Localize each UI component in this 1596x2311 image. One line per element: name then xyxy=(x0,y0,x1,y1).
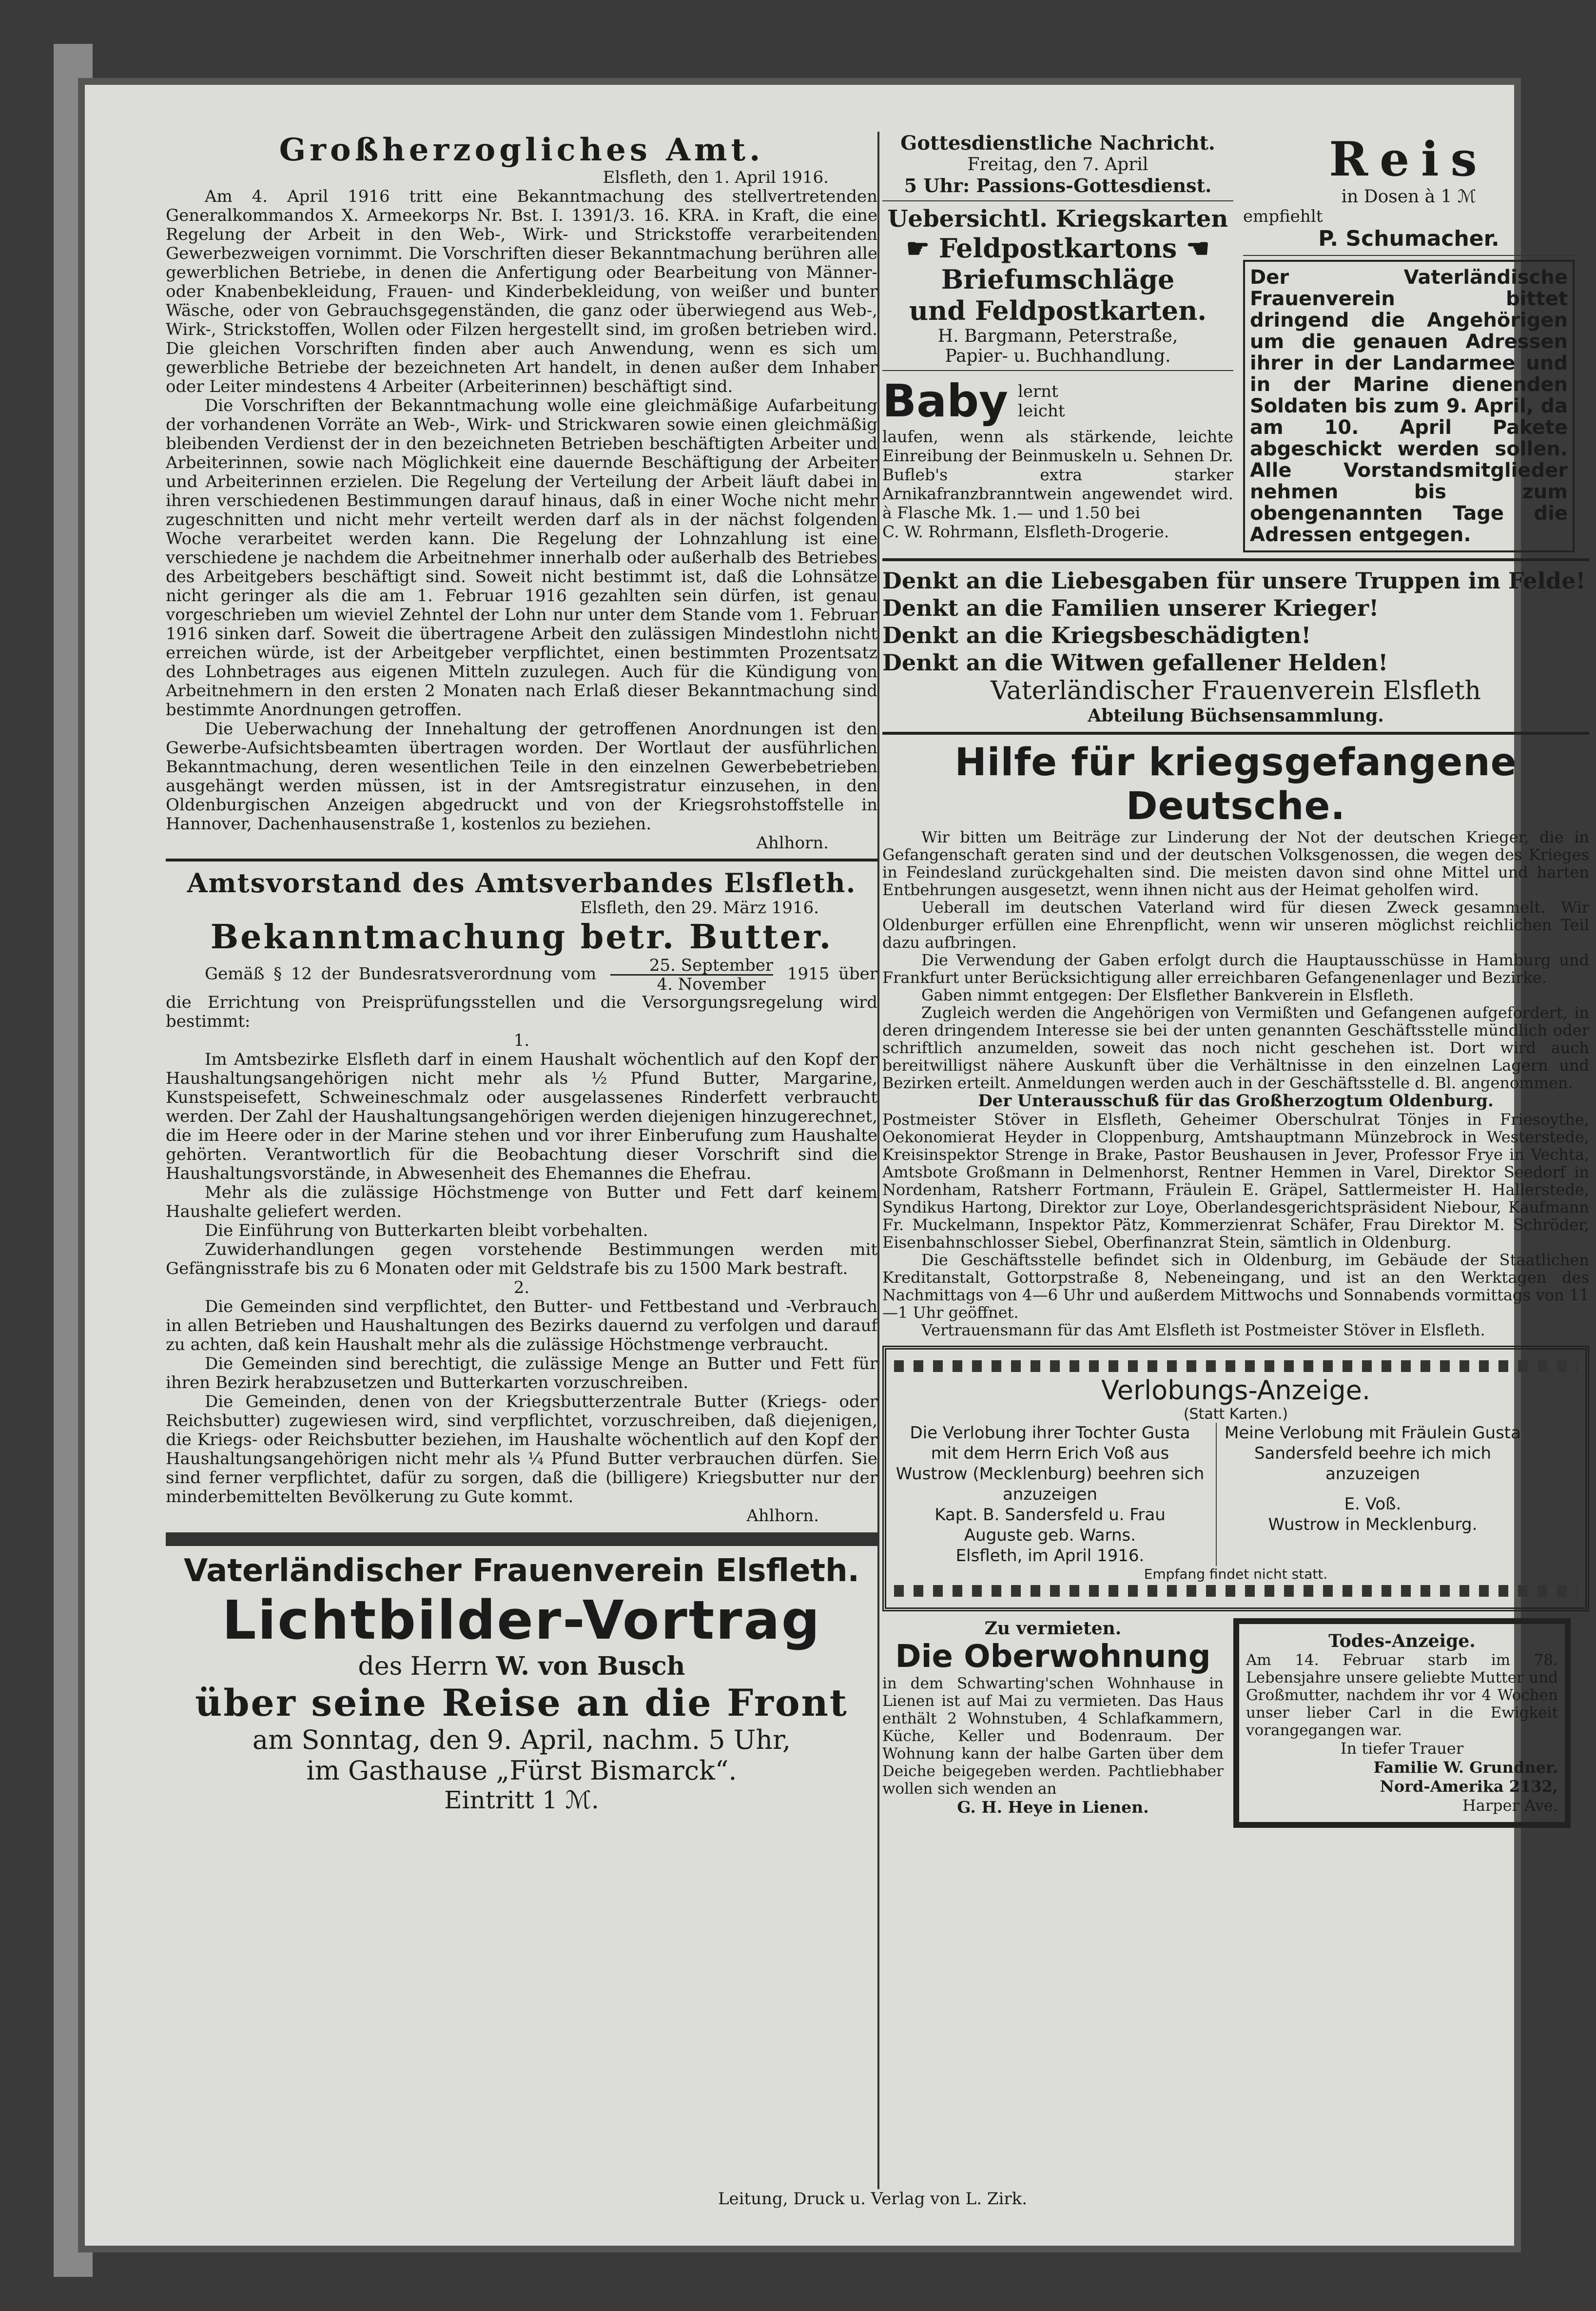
todes-ad xyxy=(1233,1618,1571,1828)
vortrag-speaker-prefix: des Herrn xyxy=(358,1652,488,1681)
hilfe-trustee: Vertrauensmann für das Amt Elsfleth ist Postmeister Stöver in Elsfleth. xyxy=(921,1321,1485,1339)
imprint-footer: Leitung, Druck u. Verlag von L. Zirk. xyxy=(718,2189,1028,2209)
ornament-border xyxy=(894,1585,1577,1597)
kriegskarten-line1: Uebersichtl. Kriegskarten xyxy=(887,205,1228,233)
butter-section-1: 1. xyxy=(513,1031,530,1050)
gottesdienst-title: Gottesdienstliche Nachricht. xyxy=(900,132,1215,155)
amt-para-3: Die Ueberwachung der Innehaltung der getroffenen Anordnungen ist den Gewerbe-Aufsichtsbeamten übertragen worden. Der Wortlaut der ausführlichen Bekanntmachung, deren wesentlichen Teile in den einzelnen Gewerbebetrieben ausgehängt werden müssen, ist in der Amtsregistratur einzusehen, in den Oldenburgischen Anzeigen abgedruckt und von der Kriegsrohstoffstelle in Hannover, Dachenhausenstraße 1, kostenlos zu beziehen. xyxy=(166,719,877,834)
divider xyxy=(882,370,1233,371)
hilfe-para-4: Gaben nimmt entgegen: Der Elsflether Bankverein in Elsfleth. xyxy=(921,986,1414,1004)
butter-dateline: Elsfleth, den 29. März 1916. xyxy=(580,898,819,918)
reis-ad xyxy=(1243,132,1575,251)
baby-aside-1: lernt xyxy=(1018,381,1058,401)
denkt-line-2: Denkt an die Familien unserer Krieger! xyxy=(882,595,1379,621)
amt-dateline: Elsfleth, den 1. April 1916. xyxy=(603,168,829,187)
baby-merchant: C. W. Rohrmann, Elsfleth-Drogerie. xyxy=(882,522,1169,541)
butter-header: Amtsvorstand des Amtsverbandes Elsfleth. xyxy=(187,867,856,899)
kriegskarten-line2: ☛ Feldpostkartons ☚ xyxy=(906,233,1210,264)
denkt-org: Vaterländischer Frauenverein Elsfleth xyxy=(990,676,1481,705)
todes-street: Harper Ave. xyxy=(1462,1796,1558,1815)
baby-title: Baby xyxy=(882,375,1009,427)
kriegskarten-line2-text: Feldpostkartons xyxy=(938,233,1177,264)
verlobung-ad xyxy=(882,1346,1589,1611)
verlobung-columns xyxy=(894,1423,1577,1566)
butter-title: Bekanntmachung betr. Butter. xyxy=(210,918,833,957)
hilfe-ad xyxy=(882,741,1589,1339)
vortrag-ad xyxy=(166,1553,877,1814)
gottesdienst-date: Freitag, den 7. April xyxy=(967,155,1148,175)
top-right-ads xyxy=(1243,132,1575,552)
kriegskarten-line4: und Feldpostkarten. xyxy=(909,295,1207,326)
butter-s1-para-2: Mehr als die zulässige Höchstmenge von Butter und Fett darf keinem Haushalte geliefert werden. xyxy=(166,1183,877,1221)
hilfe-para-2: Ueberall im deutschen Vaterland wird für diesen Zweck gesammelt. Wir Oldenburger erfüllen eine Ehrenpflicht, wenn wir unseren möglichst reichlichen Teil dazu aufbringen. xyxy=(882,898,1589,952)
divider xyxy=(882,200,1233,201)
amt-signature: Ahlhorn. xyxy=(756,833,829,853)
top-ads-row xyxy=(882,132,1589,552)
vermieten-text: in dem Schwarting'schen Wohnhause in Lienen ist auf Mai zu vermieten. Das Haus enthält 2 Wohnstuben, 4 Schlafkammern, Küche, Keller und Bodenraum. Der Wohnung kann der halbe Garten über dem Deiche beigegeben werden. Pachtliebhaber wollen sich wenden an xyxy=(882,1675,1224,1798)
butter-s2-para-1: Die Gemeinden sind verpflichtet, den Butter- und Fettbestand und -Verbrauch in allen Betrieben und Haushaltungen des Bezirks dauernd zu verfolgen und darauf zu achten, daß kein Haushalt mehr als die zulässige Höchstmenge verbraucht. xyxy=(166,1297,877,1354)
denkt-line-4: Denkt an die Witwen gefallener Helden! xyxy=(882,649,1388,676)
verlobung-right-sign: E. Voß. xyxy=(1344,1494,1401,1514)
reis-detail: in Dosen à 1 ℳ xyxy=(1341,187,1477,207)
baby-aside xyxy=(1018,382,1065,421)
vortrag-entry: Eintritt 1 ℳ. xyxy=(444,1786,599,1814)
vermieten-title: Die Oberwohnung xyxy=(895,1639,1211,1675)
frauenverein-notice xyxy=(1243,260,1575,552)
vermieten-contact: G. H. Heye in Lienen. xyxy=(957,1798,1149,1817)
baby-aside-2: leicht xyxy=(1018,401,1065,421)
vortrag-when: am Sonntag, den 9. April, nachm. 5 Uhr, xyxy=(252,1724,791,1755)
divider xyxy=(882,558,1589,561)
divider xyxy=(1243,255,1575,256)
todes-title: Todes-Anzeige. xyxy=(1328,1631,1476,1651)
column-divider xyxy=(877,132,879,2189)
verlobung-left-text: Die Verlobung ihrer Tochter Gusta mit dem Herrn Erich Voß aus Wustrow (Mecklenburg) beehren sich anzuzeigen xyxy=(895,1423,1205,1504)
verlobung-footer: Empfang findet nicht statt. xyxy=(1144,1566,1328,1582)
verlobung-right-place: Wustrow in Mecklenburg. xyxy=(1268,1515,1478,1534)
reis-empfiehlt: empfiehlt xyxy=(1243,207,1323,226)
hilfe-committee: Der Unterausschuß für das Großherzogtum Oldenburg. xyxy=(978,1091,1494,1111)
top-left-ads xyxy=(882,132,1233,552)
butter-s2-para-3: Die Gemeinden, denen von der Kriegsbutterzentrale Butter (Kriegs- oder Reichsbutter) zugewiesen wird, sind verpflichtet, vorzuschreiben, daß diejenigen, die Kriegs- oder Reichsbutter beziehen, im Haushalte wöchentlich auf den Kopf der Haushaltungsangehörigen nicht mehr als ¼ Pfund Butter verbrauchen dürfen. Sie sind ferner verpflichtet, dafür zu sorgen, daß die (billigere) Kriegsbutter nur der minderbemittelten Bevölkerung zu Gute kommt. xyxy=(166,1392,877,1507)
gottesdienst-event: 5 Uhr: Passions-Gottesdienst. xyxy=(904,175,1212,196)
vortrag-where: im Gasthause „Fürst Bismarck“. xyxy=(306,1755,737,1786)
vortrag-topic: über seine Reise an die Front xyxy=(195,1681,848,1724)
hilfe-para-3: Die Verwendung der Gaben erfolgt durch die Hauptausschüsse in Hamburg und Frankfurt unter Berücksichtigung aller erreichbaren Gefangenenlager und Bezirke. xyxy=(882,951,1589,987)
butter-s1-para-1: Im Amtsbezirke Elsfleth darf in einem Haushalt wöchentlich auf den Kopf der Haushaltungsangehörigen nicht mehr als ½ Pfund Butter, Margarine, Kunstspeisefett, Schweineschmalz oder ausgelassenes Rinderfett verbraucht werden. Der Zahl der Haushaltungsangehörigen werden diejenigen hinzugerechnet, die im Heere oder in der Marine stehen und vor ihrer Einberufung zum Haushalte gehörten. Verantwortlich für die Beobachtung dieser Vorschrift sind die Haushaltungsvorstände, in Abwesenheit des Ehemannes die Ehefrau. xyxy=(166,1050,877,1183)
todes-address: Nord-Amerika 2132, xyxy=(1380,1777,1558,1796)
verlobung-left xyxy=(894,1423,1206,1566)
verlobung-left-sign1: Kapt. B. Sandersfeld u. Frau xyxy=(934,1505,1166,1525)
divider xyxy=(882,732,1589,735)
hilfe-para-5: Zugleich werden die Angehörigen von Vermißten und Gefangenen aufgefordert, in deren dringendem Interesse sie bei der unten genannten Geschäftsstelle mündlich oder schriftlich anzumelden, soweit das noch nicht geschehen ist. Dort wird auch bereitwilligst nähere Auskunft über die Verhältnisse in den einzelnen Lagern und Bezirken erteilt. Anmeldungen werden auch in der Geschäftsstelle d. Bl. angenommen. xyxy=(882,1003,1589,1092)
butter-intro-a: Gemäß § 12 der Bundesratsverordnung vom xyxy=(205,964,597,984)
butter-s1-para-4: Zuwiderhandlungen gegen vorstehende Bestimmungen werden mit Gefängnisstrafe bis zu 6 Monaten oder mit Geldstrafe bis zu 1500 Mark bestraft. xyxy=(166,1240,877,1278)
hilfe-office: Die Geschäftsstelle befindet sich in Oldenburg, im Gebäude der Staatlichen Kreditanstalt, Gottorpstraße 8, Nebeneingang, und ist an den Werktagen des Nachmittags von 4—6 Uhr und außerdem Mittwochs und Sonnabends vormittags von 11—1 Uhr geöffnet. xyxy=(882,1251,1589,1322)
divider xyxy=(166,859,877,862)
denkt-dept: Abteilung Büchsensammlung. xyxy=(1088,705,1384,726)
reis-title: Reis xyxy=(1329,132,1489,187)
baby-text: laufen, wenn als stärkende, leichte Einreibung der Beinmuskeln u. Sehnen Dr. Bufleb's extra starker Arnikafranzbranntwein angewendet wird. à Flasche Mk. 1.— und 1.50 bei xyxy=(882,427,1233,522)
kriegskarten-shop: Papier- u. Buchhandlung. xyxy=(945,346,1171,366)
kriegskarten-merchant: H. Bargmann, Peterstraße, xyxy=(937,326,1178,346)
verlobung-left-sign2: Auguste geb. Warns. xyxy=(964,1526,1136,1545)
gottesdienst-ad xyxy=(882,132,1233,196)
amt-para-2: Die Vorschriften der Bekanntmachung wolle eine gleichmäßige Aufarbeitung der vorhandenen Vorräte an Web-, Wirk- und Strickwaren sowie einen gleichmäßig bleibenden Verdienst der in den bezeichneten Betrieben beschäftigten Arbeiter und Arbeiterinnen, sowie nach Möglichkeit eine dauernde Beschäftigung der Arbeiter und Arbeiterinnen erzielen. Die Regelung der Verteilung der Arbeit läuft dabei in ihren verschiedenen Bestimmungen darauf hinaus, daß in einer Woche nicht mehr zugeschnitten und nicht mehr verteilt werden darf als in der nächst folgenden Woche verarbeitet werden kann. Die Regelung der Lohnzahlung ist eine verschiedene je nachdem die Arbeitnehmer innerhalb oder außerhalb des Betriebes des Arbeitgebers beschäftigt sind. Soweit nicht bestimmt ist, daß die Lohnsätze nicht geringer als die am 1. Februar 1916 gezahlten sein dürfen, ist genau vorgeschrieben um wieviel Zehntel der Lohn nur unter dem Stande vom 1. Februar 1916 sinken darf. Soweit die übertragene Arbeit den zulässigen Mindestlohn nicht erreichen würde, ist der Arbeitgeber verpflichtet, einen bestimmten Prozentsatz des Lohnbetrages aus eigenen Mitteln zuzulegen. Auch für die Kündigung von Arbeitnehmern in den ersten 2 Monaten nach Erlaß dieser Bekanntmachung sind bestimmte Anordnungen getroffen. xyxy=(166,396,877,720)
ornament-border xyxy=(894,1360,1577,1372)
kriegskarten-line3: Briefumschläge xyxy=(941,264,1175,295)
butter-date-fraction xyxy=(610,957,773,993)
denkt-line-1: Denkt an die Liebesgaben für unsere Truppen im Felde! xyxy=(882,568,1586,594)
vortrag-speaker: W. von Busch xyxy=(496,1651,685,1681)
hilfe-title: Hilfe für kriegsgefangene Deutsche. xyxy=(954,741,1517,828)
todes-family: Familie W. Grundner. xyxy=(1373,1758,1558,1777)
hilfe-para-1: Wir bitten um Beiträge zur Linderung der Not der deutschen Krieger, die in Gefangenschaft geraten sind und der deutschen Volksgenossen, die wegen des Krieges in Feindesland zurückgehalten sind. Die meisten davon sind ohne Mittel und harten Entbehrungen ausgesetzt, wenn ihnen nicht aus der Heimat geholfen wird. xyxy=(882,828,1589,899)
reis-merchant: P. Schumacher. xyxy=(1318,226,1499,251)
todes-mourning: In tiefer Trauer xyxy=(1340,1739,1464,1758)
butter-section-2: 2. xyxy=(513,1278,530,1297)
butter-s2-para-2: Die Gemeinden sind berechtigt, die zulässige Menge an Butter und Fett für ihren Bezirk herabzusetzen und Butterkarten vorzuschreiben. xyxy=(166,1354,877,1392)
baby-ad xyxy=(882,375,1233,541)
verlobung-right-text: Meine Verlobung mit Fräulein Gusta Sandersfeld beehre ich mich anzuzeigen xyxy=(1225,1423,1521,1484)
frauenverein-notice-text: Der Vaterländische Frauenverein bittet dringend die Angehörigen um die genauen Adressen ihrer in der Landarmee und in der Marine dienenden Soldaten bis zum 9. April, da am 10. April Pakete abgeschickt werden sollen. Alle Vorstandsmitglieder nehmen bis zum obengenannten Tage die Adressen entgegen. xyxy=(1250,266,1568,546)
left-column xyxy=(166,132,877,1814)
bottom-ads-row xyxy=(882,1618,1589,1828)
frac-bottom: 4. November xyxy=(657,975,766,994)
todes-text: Am 14. Februar starb im 78. Lebensjahre unsere geliebte Mutter und Großmutter, nachdem ihr vor 4 Wochen unser lieber Carl in die Ewigkeit vorangegangen war. xyxy=(1246,1651,1558,1739)
vortrag-org: Vaterländischer Frauenverein Elsfleth. xyxy=(184,1553,859,1589)
denkt-ad xyxy=(882,567,1589,726)
vermieten-ad xyxy=(882,1618,1224,1828)
hilfe-members: Postmeister Stöver in Elsfleth, Geheimer Oberschulrat Tönjes in Friesoythe, Oekonomierat Heyder in Cloppenburg, Amtshauptmann Münzebrock in Westerstede, Kreisinspektor Strenge in Brake, Pastor Beushausen in Jever, Professor Frye in Vechta, Amtsbote Großmann in Delmenhorst, Rentner Hemmen in Varel, Direktor Seedorf in Nordenham, Ratsherr Fortmann, Fräulein E. Gräpel, Sattlermeister H. Hallerstede, Syndikus Hartong, Direktor zur Loye, Oberlandesgerichtspräsident Niebour, Kaufmann Fr. Muckelmann, Inspektor Pätz, Kommerzienrat Schäfer, Frau Direktor M. Schröder, Eisenbahnschlosser Siebel, Oberfinanzrat Stein, sämtlich in Oldenburg. xyxy=(882,1110,1589,1252)
vortrag-speaker-line xyxy=(166,1651,877,1681)
frac-top: 25. September xyxy=(610,957,773,976)
right-column xyxy=(882,132,1589,1828)
verlobung-note: (Statt Karten.) xyxy=(1183,1406,1288,1423)
butter-intro-b: 1915 über die Errichtung von Preisprüfungsstellen und die Versorgungsregelung wird bestimmt: xyxy=(166,964,877,1031)
verlobung-title: Verlobungs-Anzeige. xyxy=(1101,1375,1371,1406)
vortrag-title: Lichtbilder-Vortrag xyxy=(222,1589,821,1651)
amt-title: Großherzogliches Amt. xyxy=(279,132,764,168)
baby-title-row xyxy=(882,375,1233,427)
vermieten-head: Zu vermieten. xyxy=(984,1618,1122,1639)
kriegskarten-ad xyxy=(882,205,1233,366)
amt-para-1: Am 4. April 1916 tritt eine Bekanntmachung des stellvertretenden Generalkommandos X. Armeekorps Nr. Bst. I. 1391/3. 16. KRA. in Kraft, die eine Regelung der Arbeit in den Web-, Wirk- und Strickstoffe verarbeitenden Gewerbezweigen vornimmt. Die Vorschriften dieser Bekanntmachung berühren alle gewerblichen Betriebe, in denen die Anfertigung oder Bearbeitung von Männer- oder Knabenbekleidung, Frauen- und Kinderbekleidung, von weißer und bunter Wäsche, oder von Gebrauchsgegenständen, die ganz oder überwiegend aus Web-, Wirk-, Strickstoffen, Wollen oder Filzen hergestellt sind, im großen betrieben wird. Die gleichen Vorschriften finden aber auch Anwendung, wenn es sich um gewerbliche Betriebe der bezeichneten Art handelt, in denen außer dem Inhaber oder Leiter mindestens 4 Arbeiter (Arbeiterinnen) beschäftigt sind. xyxy=(166,187,877,396)
denkt-line-3: Denkt an die Kriegsbeschädigten! xyxy=(882,622,1311,648)
butter-intro xyxy=(166,957,877,1031)
verlobung-right xyxy=(1216,1423,1529,1566)
butter-s1-para-3: Die Einführung von Butterkarten bleibt vorbehalten. xyxy=(205,1221,648,1240)
verlobung-left-place: Elsfleth, im April 1916. xyxy=(955,1546,1145,1566)
black-bar xyxy=(166,1532,877,1546)
butter-signature: Ahlhorn. xyxy=(746,1506,819,1526)
